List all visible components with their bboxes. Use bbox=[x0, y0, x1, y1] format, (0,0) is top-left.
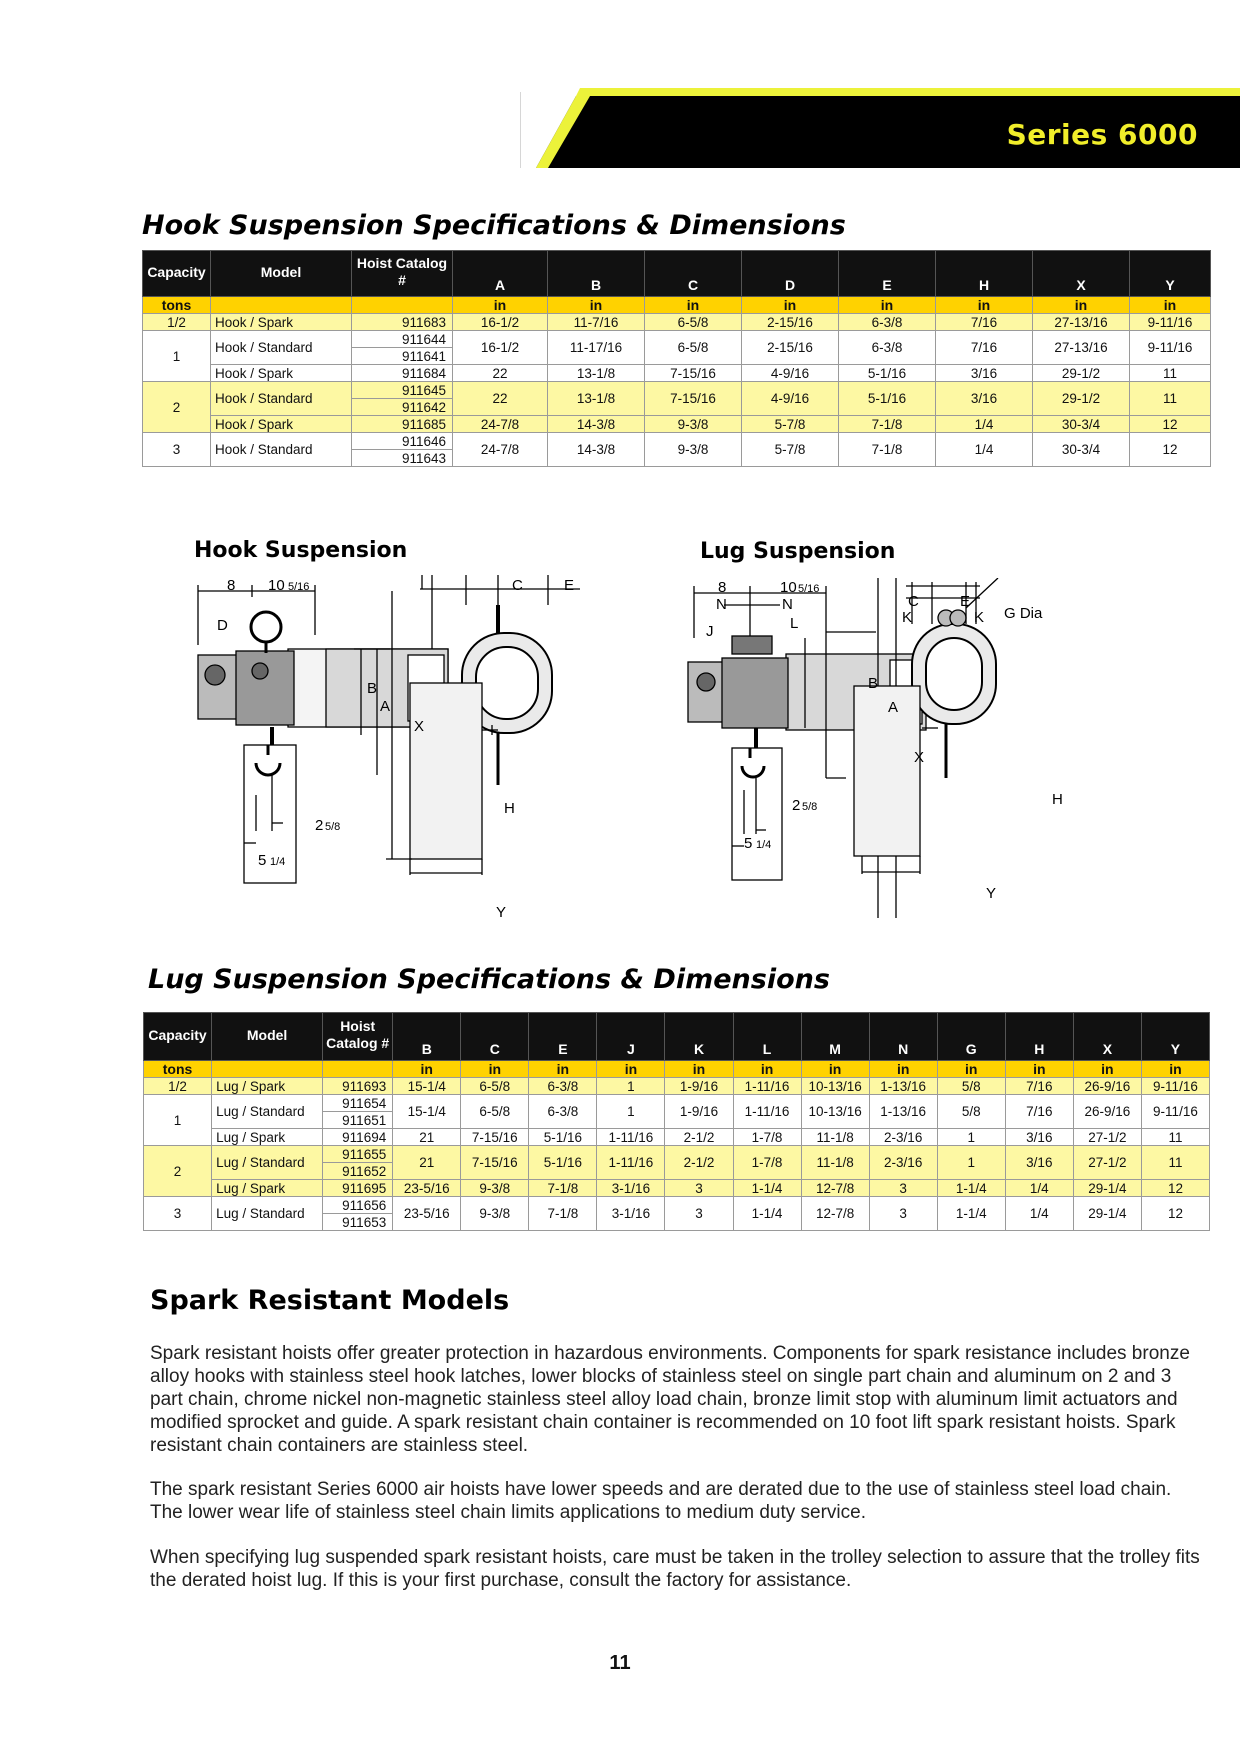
dimension-cell: 27-1/2 bbox=[1073, 1129, 1141, 1146]
model-cell: Hook / Standard bbox=[211, 382, 352, 416]
hook_table-header-6: D bbox=[742, 251, 839, 297]
dimension-cell: 7-15/16 bbox=[461, 1129, 529, 1146]
dim-e-label: E bbox=[564, 577, 575, 594]
dimension-cell: 1-7/8 bbox=[733, 1146, 801, 1180]
dimension-cell: 1 bbox=[937, 1129, 1005, 1146]
dimension-cell: 14-3/8 bbox=[548, 416, 645, 433]
dimension-cell: 16-1/2 bbox=[453, 331, 548, 365]
dimension-cell: 11 bbox=[1141, 1129, 1209, 1146]
lug-dim-k2-label: K bbox=[974, 609, 985, 626]
dimension-cell: 1-1/4 bbox=[937, 1197, 1005, 1231]
dimension-cell: 27-13/16 bbox=[1033, 314, 1130, 331]
lug_table-unit-11: in bbox=[937, 1061, 1005, 1078]
spark-paragraph-1: Spark resistant hoists offer greater protection in hazardous environments. Components for spark resistance includes bronze alloy hooks with stainless steel hook latches, lower blocks of stainless steel on single part chain and aluminum on 2 and 3 part chain, chrome nickel non-magnetic stainless steel alloy load chain, bronze limit stop with aluminum limit actuators and modified sprocket and guide. A spark resistant chain container is recommended on 10 foot lift spark resistant hoists. Spark resistant chain containers are stainless steel. bbox=[150, 1343, 1190, 1456]
model-cell: Lug / Spark bbox=[212, 1180, 323, 1197]
dimension-cell: 6-5/8 bbox=[645, 331, 742, 365]
hook-suspension-diagram bbox=[180, 575, 640, 920]
table-row bbox=[144, 1197, 1210, 1214]
model-cell: Lug / Standard bbox=[212, 1095, 323, 1129]
lug-table-title: Lug Suspension Specifications & Dimensions bbox=[148, 964, 830, 995]
table-row bbox=[143, 314, 1211, 331]
hook-table-title: Hook Suspension Specifications & Dimensions bbox=[142, 210, 846, 241]
model-cell: Hook / Standard bbox=[211, 331, 352, 365]
dimension-cell: 6-3/8 bbox=[839, 314, 936, 331]
catalog-cell: 911693 bbox=[323, 1078, 393, 1095]
dimension-cell: 15-1/4 bbox=[393, 1095, 461, 1129]
lug_table-header-10: N bbox=[869, 1013, 937, 1061]
lug-dim-e-label: E bbox=[960, 593, 971, 610]
table-row bbox=[143, 382, 1211, 399]
capacity-cell: 2 bbox=[143, 382, 211, 433]
dimension-cell: 3/16 bbox=[1005, 1146, 1073, 1180]
dimension-cell: 24-7/8 bbox=[453, 416, 548, 433]
lug_table-header-14: Y bbox=[1141, 1013, 1209, 1061]
dimension-cell: 1-11/16 bbox=[597, 1146, 665, 1180]
dimension-cell: 1-1/4 bbox=[937, 1180, 1005, 1197]
lug_table-header-3: B bbox=[393, 1013, 461, 1061]
dimension-cell: 10-13/16 bbox=[801, 1095, 869, 1129]
dim-h-label: H bbox=[504, 800, 515, 817]
dimension-cell: 9-11/16 bbox=[1130, 331, 1211, 365]
catalog-cell: 911685 bbox=[352, 416, 453, 433]
dimension-cell: 1-11/16 bbox=[733, 1095, 801, 1129]
table-row bbox=[143, 433, 1211, 450]
model-cell: Hook / Spark bbox=[211, 365, 352, 382]
lug_table-unit-14: in bbox=[1141, 1061, 1209, 1078]
dimension-cell: 6-5/8 bbox=[645, 314, 742, 331]
lug_table-header-13: X bbox=[1073, 1013, 1141, 1061]
dimension-cell: 22 bbox=[453, 382, 548, 416]
dimension-cell: 11-17/16 bbox=[548, 331, 645, 365]
dimension-cell: 7/16 bbox=[1005, 1095, 1073, 1129]
dim-10-frac: 5/16 bbox=[288, 581, 310, 593]
dimension-cell: 23-5/16 bbox=[393, 1180, 461, 1197]
table-row bbox=[144, 1180, 1210, 1197]
spark-paragraph-3: When specifying lug suspended spark resistant hoists, care must be taken in the trolley selection to assure that the trolley fits the derated hoist lug. If this is your first purchase, consult the factory for assistance. bbox=[150, 1547, 1200, 1591]
dim-10-label: 10 bbox=[268, 577, 285, 594]
dimension-cell: 11 bbox=[1141, 1146, 1209, 1180]
dimension-cell: 7-1/8 bbox=[839, 416, 936, 433]
table-row bbox=[144, 1146, 1210, 1163]
lug_table-header-2: Hoist Catalog # bbox=[323, 1013, 393, 1061]
dimension-cell: 1/4 bbox=[936, 416, 1033, 433]
dimension-cell: 3 bbox=[665, 1180, 733, 1197]
table-row bbox=[143, 331, 1211, 348]
catalog-cell: 911683 bbox=[352, 314, 453, 331]
hook_table-unit-6: in bbox=[742, 297, 839, 314]
dimension-cell: 7-15/16 bbox=[645, 365, 742, 382]
dim-offset-frac: 5/8 bbox=[325, 821, 341, 833]
capacity-cell: 1/2 bbox=[143, 314, 211, 331]
dimension-cell: 1 bbox=[597, 1078, 665, 1095]
lug_table-header-5: E bbox=[529, 1013, 597, 1061]
dimension-cell: 21 bbox=[393, 1129, 461, 1146]
hook_table-header-1: Model bbox=[211, 251, 352, 297]
dimension-cell: 5-1/16 bbox=[529, 1129, 597, 1146]
dimension-cell: 2-3/16 bbox=[869, 1129, 937, 1146]
dimension-cell: 6-3/8 bbox=[529, 1095, 597, 1129]
lug_table-header-1: Model bbox=[212, 1013, 323, 1061]
lug-dim-10-frac: 5/16 bbox=[798, 583, 820, 595]
dimension-cell: 7/16 bbox=[936, 331, 1033, 365]
hook_table-unit-10: in bbox=[1130, 297, 1211, 314]
capacity-cell: 1 bbox=[144, 1095, 212, 1146]
capacity-cell: 3 bbox=[144, 1197, 212, 1231]
hook_table-header-7: E bbox=[839, 251, 936, 297]
hook_table-unit-8: in bbox=[936, 297, 1033, 314]
lug-dim-offset-label: 2 bbox=[792, 797, 801, 814]
lug_table-unit-13: in bbox=[1073, 1061, 1141, 1078]
dimension-cell: 22 bbox=[453, 365, 548, 382]
dimension-cell: 13-1/8 bbox=[548, 365, 645, 382]
dimension-cell: 9-3/8 bbox=[645, 416, 742, 433]
capacity-cell: 1 bbox=[143, 331, 211, 382]
lug_table-unit-10: in bbox=[869, 1061, 937, 1078]
dimension-cell: 2-1/2 bbox=[665, 1146, 733, 1180]
lug-dim-width-frac: 1/4 bbox=[756, 839, 772, 851]
dimension-cell: 12 bbox=[1141, 1197, 1209, 1231]
model-cell: Hook / Standard bbox=[211, 433, 352, 467]
dimension-cell: 11 bbox=[1130, 382, 1211, 416]
dim-width-frac: 1/4 bbox=[270, 856, 286, 868]
dimension-cell: 9-3/8 bbox=[645, 433, 742, 467]
lug_table-unit-8: in bbox=[733, 1061, 801, 1078]
dim-a-label: A bbox=[380, 698, 391, 715]
dimension-cell: 6-5/8 bbox=[461, 1095, 529, 1129]
dimension-cell: 30-3/4 bbox=[1033, 416, 1130, 433]
model-cell: Lug / Standard bbox=[212, 1146, 323, 1180]
catalog-cell: 911652 bbox=[323, 1163, 393, 1180]
dimension-cell: 12-7/8 bbox=[801, 1180, 869, 1197]
dimension-cell: 3/16 bbox=[936, 382, 1033, 416]
catalog-cell: 911644 bbox=[352, 331, 453, 348]
dimension-cell: 12 bbox=[1130, 433, 1211, 467]
lug_table-header-9: M bbox=[801, 1013, 869, 1061]
dimension-cell: 4-9/16 bbox=[742, 382, 839, 416]
dimension-cell: 1/4 bbox=[1005, 1180, 1073, 1197]
dimension-cell: 15-1/4 bbox=[393, 1078, 461, 1095]
lug_table-unit-3: in bbox=[393, 1061, 461, 1078]
lug-dim-l-label: L bbox=[790, 615, 799, 632]
dimension-cell: 1-9/16 bbox=[665, 1095, 733, 1129]
dimension-cell: 11 bbox=[1130, 365, 1211, 382]
dimension-cell: 3/16 bbox=[1005, 1129, 1073, 1146]
lug_table-header-8: L bbox=[733, 1013, 801, 1061]
dim-b-label: B bbox=[367, 680, 378, 697]
lug-suspension-diagram bbox=[676, 578, 1146, 923]
hook_table-unit-3: in bbox=[453, 297, 548, 314]
lug_table-unit-6: in bbox=[597, 1061, 665, 1078]
dimension-cell: 7-15/16 bbox=[461, 1146, 529, 1180]
dim-y-label: Y bbox=[496, 904, 507, 920]
hook_table-unit-1 bbox=[211, 297, 352, 314]
dimension-cell: 7-1/8 bbox=[839, 433, 936, 467]
dimension-cell: 2-15/16 bbox=[742, 314, 839, 331]
dim-c-label: C bbox=[512, 577, 523, 594]
lug-dim-k1-label: K bbox=[902, 609, 913, 626]
model-cell: Lug / Spark bbox=[212, 1129, 323, 1146]
hook_table-header-10: Y bbox=[1130, 251, 1211, 297]
catalog-cell: 911653 bbox=[323, 1214, 393, 1231]
dimension-cell: 27-13/16 bbox=[1033, 331, 1130, 365]
catalog-cell: 911646 bbox=[352, 433, 453, 450]
catalog-cell: 911642 bbox=[352, 399, 453, 416]
hook_table-header-2: Hoist Catalog # bbox=[352, 251, 453, 297]
lug-dim-8-label: 8 bbox=[718, 579, 727, 596]
hook_table-unit-2 bbox=[352, 297, 453, 314]
hook-suspension-title: Hook Suspension bbox=[194, 538, 408, 563]
dimension-cell: 29-1/4 bbox=[1073, 1197, 1141, 1231]
dim-8-label: 8 bbox=[227, 577, 236, 594]
dimension-cell: 26-9/16 bbox=[1073, 1078, 1141, 1095]
lug-dim-a-label: A bbox=[888, 699, 899, 716]
catalog-cell: 911643 bbox=[352, 450, 453, 467]
lug_table-unit-4: in bbox=[461, 1061, 529, 1078]
dimension-cell: 5-7/8 bbox=[742, 433, 839, 467]
hook_table-header-3: A bbox=[453, 251, 548, 297]
dimension-cell: 27-1/2 bbox=[1073, 1146, 1141, 1180]
dimension-cell: 1-11/16 bbox=[733, 1078, 801, 1095]
lug-dim-h-label: H bbox=[1052, 791, 1063, 808]
catalog-cell: 911694 bbox=[323, 1129, 393, 1146]
dim-x-label: X bbox=[414, 718, 425, 735]
lug_table-unit-1 bbox=[212, 1061, 323, 1078]
lug_table-header-12: H bbox=[1005, 1013, 1073, 1061]
dimension-cell: 6-5/8 bbox=[461, 1078, 529, 1095]
hook_table-header-5: C bbox=[645, 251, 742, 297]
lug_table-header-11: G bbox=[937, 1013, 1005, 1061]
dimension-cell: 2-1/2 bbox=[665, 1129, 733, 1146]
hook_table-unit-0: tons bbox=[143, 297, 211, 314]
model-cell: Lug / Spark bbox=[212, 1078, 323, 1095]
table-row bbox=[144, 1129, 1210, 1146]
lug-dim-n2-label: N bbox=[782, 596, 793, 613]
dimension-cell: 3-1/16 bbox=[597, 1180, 665, 1197]
model-cell: Lug / Standard bbox=[212, 1197, 323, 1231]
lug_table-unit-5: in bbox=[529, 1061, 597, 1078]
lug-dim-b-label: B bbox=[868, 675, 879, 692]
dimension-cell: 13-1/8 bbox=[548, 382, 645, 416]
dimension-cell: 10-13/16 bbox=[801, 1078, 869, 1095]
capacity-cell: 3 bbox=[143, 433, 211, 467]
page-number: 11 bbox=[609, 1652, 631, 1674]
dimension-cell: 2-15/16 bbox=[742, 331, 839, 365]
lug-spec-table bbox=[143, 1012, 1210, 1231]
catalog-cell: 911651 bbox=[323, 1112, 393, 1129]
dimension-cell: 1 bbox=[597, 1095, 665, 1129]
lug_table-unit-2 bbox=[323, 1061, 393, 1078]
dimension-cell: 11-7/16 bbox=[548, 314, 645, 331]
table-row bbox=[143, 416, 1211, 433]
dimension-cell: 7/16 bbox=[1005, 1078, 1073, 1095]
dimension-cell: 30-3/4 bbox=[1033, 433, 1130, 467]
hook_table-unit-7: in bbox=[839, 297, 936, 314]
dimension-cell: 9-3/8 bbox=[461, 1180, 529, 1197]
lug-dim-y-label: Y bbox=[986, 885, 997, 902]
dimension-cell: 21 bbox=[393, 1146, 461, 1180]
catalog-cell: 911654 bbox=[323, 1095, 393, 1112]
hook_table-unit-9: in bbox=[1033, 297, 1130, 314]
lug_table-header-0: Capacity bbox=[144, 1013, 212, 1061]
table-row bbox=[143, 365, 1211, 382]
dimension-cell: 12 bbox=[1130, 416, 1211, 433]
hook_table-unit-5: in bbox=[645, 297, 742, 314]
dimension-cell: 3-1/16 bbox=[597, 1197, 665, 1231]
dimension-cell: 6-3/8 bbox=[529, 1078, 597, 1095]
hook_table-header-9: X bbox=[1033, 251, 1130, 297]
catalog-cell: 911656 bbox=[323, 1197, 393, 1214]
dimension-cell: 1-1/4 bbox=[733, 1180, 801, 1197]
lug_table-unit-12: in bbox=[1005, 1061, 1073, 1078]
dimension-cell: 7-15/16 bbox=[645, 382, 742, 416]
dimension-cell: 26-9/16 bbox=[1073, 1095, 1141, 1129]
lug-dim-c-label: C bbox=[908, 593, 919, 610]
hook_table-header-4: B bbox=[548, 251, 645, 297]
lug-dim-g-label: G Dia bbox=[1004, 605, 1043, 622]
lug-dim-offset-frac: 5/8 bbox=[802, 801, 818, 813]
dimension-cell: 7/16 bbox=[936, 314, 1033, 331]
dimension-cell: 9-11/16 bbox=[1141, 1078, 1209, 1095]
table-row bbox=[144, 1078, 1210, 1095]
dimension-cell: 1 bbox=[937, 1146, 1005, 1180]
hook-spec-table bbox=[142, 250, 1211, 467]
lug_table-header-4: C bbox=[461, 1013, 529, 1061]
dimension-cell: 5-1/16 bbox=[839, 365, 936, 382]
dimension-cell: 6-3/8 bbox=[839, 331, 936, 365]
dimension-cell: 3/16 bbox=[936, 365, 1033, 382]
dimension-cell: 12 bbox=[1141, 1180, 1209, 1197]
catalog-cell: 911684 bbox=[352, 365, 453, 382]
lug-dim-j-label: J bbox=[706, 623, 714, 640]
hook_table-header-8: H bbox=[936, 251, 1033, 297]
dim-offset-label: 2 bbox=[315, 817, 324, 834]
catalog-cell: 911641 bbox=[352, 348, 453, 365]
lug-dim-x-label: X bbox=[914, 749, 925, 766]
dimension-cell: 12-7/8 bbox=[801, 1197, 869, 1231]
lug-dim-n1-label: N bbox=[716, 596, 727, 613]
catalog-cell: 911695 bbox=[323, 1180, 393, 1197]
dimension-cell: 1-1/4 bbox=[733, 1197, 801, 1231]
lug_table-header-7: K bbox=[665, 1013, 733, 1061]
dimension-cell: 11-1/8 bbox=[801, 1129, 869, 1146]
dim-width-label: 5 bbox=[258, 852, 267, 869]
hook_table-unit-4: in bbox=[548, 297, 645, 314]
dimension-cell: 4-9/16 bbox=[742, 365, 839, 382]
dim-d-label: D bbox=[217, 617, 228, 634]
dimension-cell: 29-1/2 bbox=[1033, 365, 1130, 382]
dimension-cell: 29-1/4 bbox=[1073, 1180, 1141, 1197]
lug-suspension-title: Lug Suspension bbox=[700, 539, 896, 564]
spark-paragraph-2: The spark resistant Series 6000 air hoists have lower speeds and are derated due to the use of stainless steel load chain. The lower wear life of stainless steel chain limits applications to medium duty service. bbox=[150, 1479, 1172, 1523]
spark-section-title: Spark Resistant Models bbox=[150, 1285, 510, 1316]
dimension-cell: 29-1/2 bbox=[1033, 382, 1130, 416]
dimension-cell: 5-1/16 bbox=[529, 1146, 597, 1180]
dimension-cell: 24-7/8 bbox=[453, 433, 548, 467]
lug-dim-width-label: 5 bbox=[744, 835, 753, 852]
dimension-cell: 5-7/8 bbox=[742, 416, 839, 433]
model-cell: Hook / Spark bbox=[211, 416, 352, 433]
dimension-cell: 23-5/16 bbox=[393, 1197, 461, 1231]
dimension-cell: 1-13/16 bbox=[869, 1095, 937, 1129]
dimension-cell: 11-1/8 bbox=[801, 1146, 869, 1180]
dimension-cell: 1-13/16 bbox=[869, 1078, 937, 1095]
dimension-cell: 1-7/8 bbox=[733, 1129, 801, 1146]
dimension-cell: 5/8 bbox=[937, 1095, 1005, 1129]
lug_table-header-6: J bbox=[597, 1013, 665, 1061]
lug_table-unit-7: in bbox=[665, 1061, 733, 1078]
dimension-cell: 7-1/8 bbox=[529, 1197, 597, 1231]
dimension-cell: 1-11/16 bbox=[597, 1129, 665, 1146]
dimension-cell: 3 bbox=[665, 1197, 733, 1231]
dimension-cell: 1-9/16 bbox=[665, 1078, 733, 1095]
dimension-cell: 3 bbox=[869, 1197, 937, 1231]
dimension-cell: 14-3/8 bbox=[548, 433, 645, 467]
dimension-cell: 5/8 bbox=[937, 1078, 1005, 1095]
catalog-cell: 911655 bbox=[323, 1146, 393, 1163]
dimension-cell: 16-1/2 bbox=[453, 314, 548, 331]
dimension-cell: 3 bbox=[869, 1180, 937, 1197]
dimension-cell: 9-3/8 bbox=[461, 1197, 529, 1231]
dimension-cell: 2-3/16 bbox=[869, 1146, 937, 1180]
series-label: Series 6000 bbox=[1006, 118, 1198, 151]
dimension-cell: 1/4 bbox=[936, 433, 1033, 467]
lug_table-unit-9: in bbox=[801, 1061, 869, 1078]
model-cell: Hook / Spark bbox=[211, 314, 352, 331]
dimension-cell: 7-1/8 bbox=[529, 1180, 597, 1197]
lug_table-unit-0: tons bbox=[144, 1061, 212, 1078]
dimension-cell: 9-11/16 bbox=[1130, 314, 1211, 331]
lug-dim-10-label: 10 bbox=[780, 579, 797, 596]
hook_table-header-0: Capacity bbox=[143, 251, 211, 297]
capacity-cell: 2 bbox=[144, 1146, 212, 1197]
dimension-cell: 1/4 bbox=[1005, 1197, 1073, 1231]
catalog-cell: 911645 bbox=[352, 382, 453, 399]
table-row bbox=[144, 1095, 1210, 1112]
capacity-cell: 1/2 bbox=[144, 1078, 212, 1095]
dimension-cell: 5-1/16 bbox=[839, 382, 936, 416]
dimension-cell: 9-11/16 bbox=[1141, 1095, 1209, 1129]
